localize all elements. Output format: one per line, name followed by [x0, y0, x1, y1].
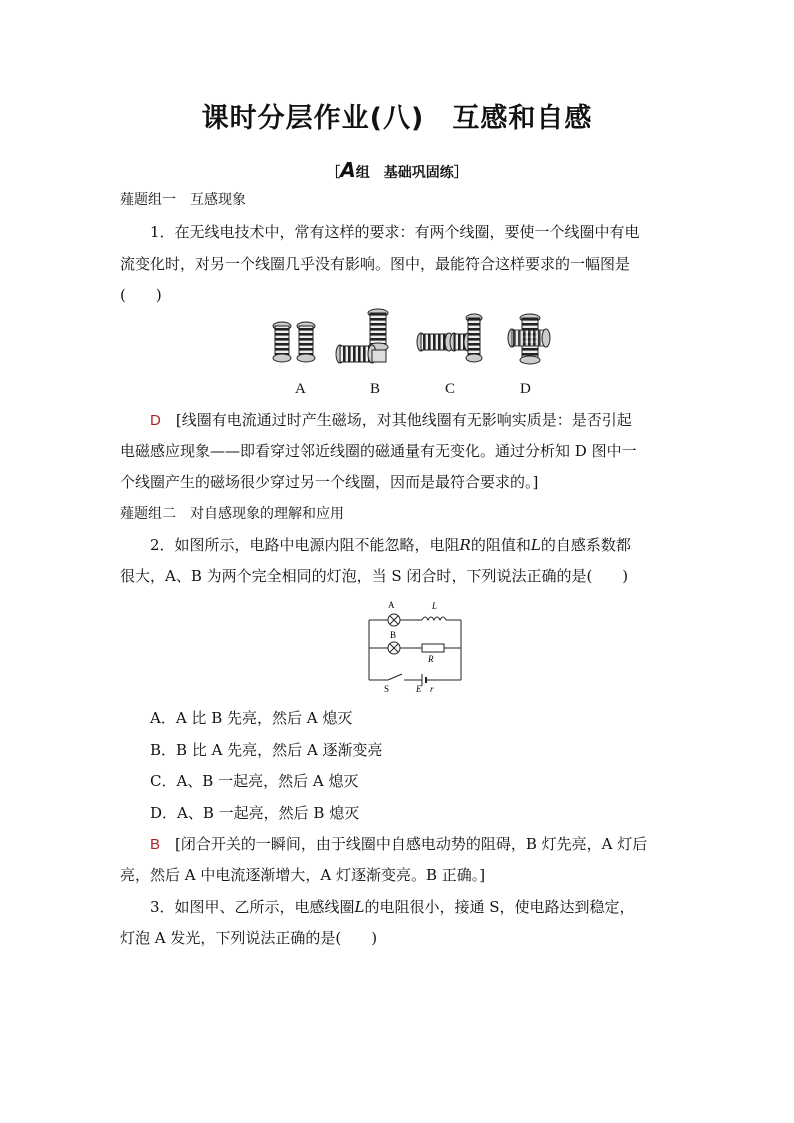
- q1-line-2: 流变化时，对另一个线圈几乎没有影响。图中，最能符合这样要求的一幅图是: [120, 255, 631, 273]
- bracket-close: ］: [453, 165, 468, 181]
- bracket-open: ［: [326, 165, 341, 181]
- q2-option-c: C．A、B 一起亮，然后 A 熄灭: [150, 772, 359, 790]
- q3-text-a: 3．如图甲、乙所示，电感线圈: [150, 898, 355, 916]
- q2-option-d: D．A、B 一起亮，然后 B 熄灭: [150, 804, 360, 822]
- q2-line-2: 很大，A、B 为两个完全相同的灯泡，当 S 闭合时，下列说法正确的是( ): [120, 567, 629, 585]
- q1-line-1: 1．在无线电技术中，常有这样的要求：有两个线圈，要使一个线圈中有电: [150, 223, 640, 241]
- label-resistor-r: R: [428, 654, 434, 664]
- figure-label-a: A: [295, 381, 306, 397]
- q1-explanation-line-3: 个线圈产生的磁场很少穿过另一个线圈，因而是最符合要求的。]: [120, 473, 539, 491]
- q3-line-1: [150, 897, 710, 917]
- figure-label-c: C: [445, 381, 456, 397]
- figure-label-b: B: [370, 381, 381, 397]
- section-heading-2: 薤题组二 对自感现象的理解和应用: [120, 506, 344, 522]
- q2-exp-text-1: [闭合开关的一瞬间，由于线圈中自感电动势的阻碍，B 灯先亮，A 灯后: [175, 835, 648, 853]
- q2-option-a: A．A 比 B 先亮，然后 A 熄灭: [150, 709, 353, 727]
- q2-text-a: 2．如图所示，电路中电源内阻不能忽略，电阻: [150, 536, 460, 554]
- q2-text-b: 的阻值和: [470, 536, 531, 554]
- label-lamp-b: B: [390, 630, 397, 640]
- page-title: 课时分层作业(八) 互感和自感: [201, 103, 593, 134]
- q2-symbol-l: L: [530, 536, 541, 554]
- coil-option-b: [336, 309, 388, 363]
- figure-label-d: D: [520, 381, 531, 397]
- group-letter: A: [340, 158, 356, 182]
- section-heading-1: 薤题组一 互感现象: [120, 192, 246, 208]
- q1-explanation-line-2: 电磁感应现象——即看穿过邻近线圈的磁通量有无变化。通过分析知 D 图中一: [120, 442, 637, 460]
- label-switch-s: S: [384, 684, 390, 694]
- coil-option-a: [273, 322, 315, 362]
- group-tag: [0, 158, 794, 182]
- q1-explanation-line-1: [150, 410, 710, 431]
- q1-exp-text-1: [线圈有电流通过时产生磁场，对其他线圈有无影响实质是：是否引起: [175, 411, 632, 429]
- group-text: 组 基础巩固练: [355, 165, 454, 181]
- q2-text-c: 的自感系数都: [540, 536, 631, 554]
- q3-text-b: 的电阻很小，接通 S，使电路达到稳定，: [364, 898, 635, 916]
- q2-explanation-line-1: [150, 834, 710, 855]
- q2-line-1: [150, 535, 710, 555]
- label-inductor-l: L: [432, 601, 438, 611]
- q2-option-b: B．B 比 A 先亮，然后 A 逐渐变亮: [150, 741, 383, 759]
- q1-answer: D: [150, 412, 161, 429]
- q3-symbol-l: L: [354, 898, 365, 916]
- coil-option-c: [417, 314, 482, 362]
- label-emf-e: E: [416, 684, 422, 694]
- q3-line-2: 灯泡 A 发光，下列说法正确的是( ): [120, 929, 378, 947]
- q2-explanation-line-2: 亮，然后 A 中电流逐渐增大，A 灯逐渐变亮。B 正确。]: [120, 866, 486, 884]
- q2-circuit-diagram: [360, 596, 472, 694]
- coil-option-d: [508, 314, 550, 364]
- q2-symbol-r: R: [459, 536, 471, 554]
- q2-answer: B: [150, 836, 161, 853]
- q1-coil-figure: [268, 308, 558, 376]
- q1-line-3: ( ): [120, 286, 162, 304]
- label-lamp-a: A: [388, 600, 395, 610]
- label-internal-r: r: [430, 684, 434, 694]
